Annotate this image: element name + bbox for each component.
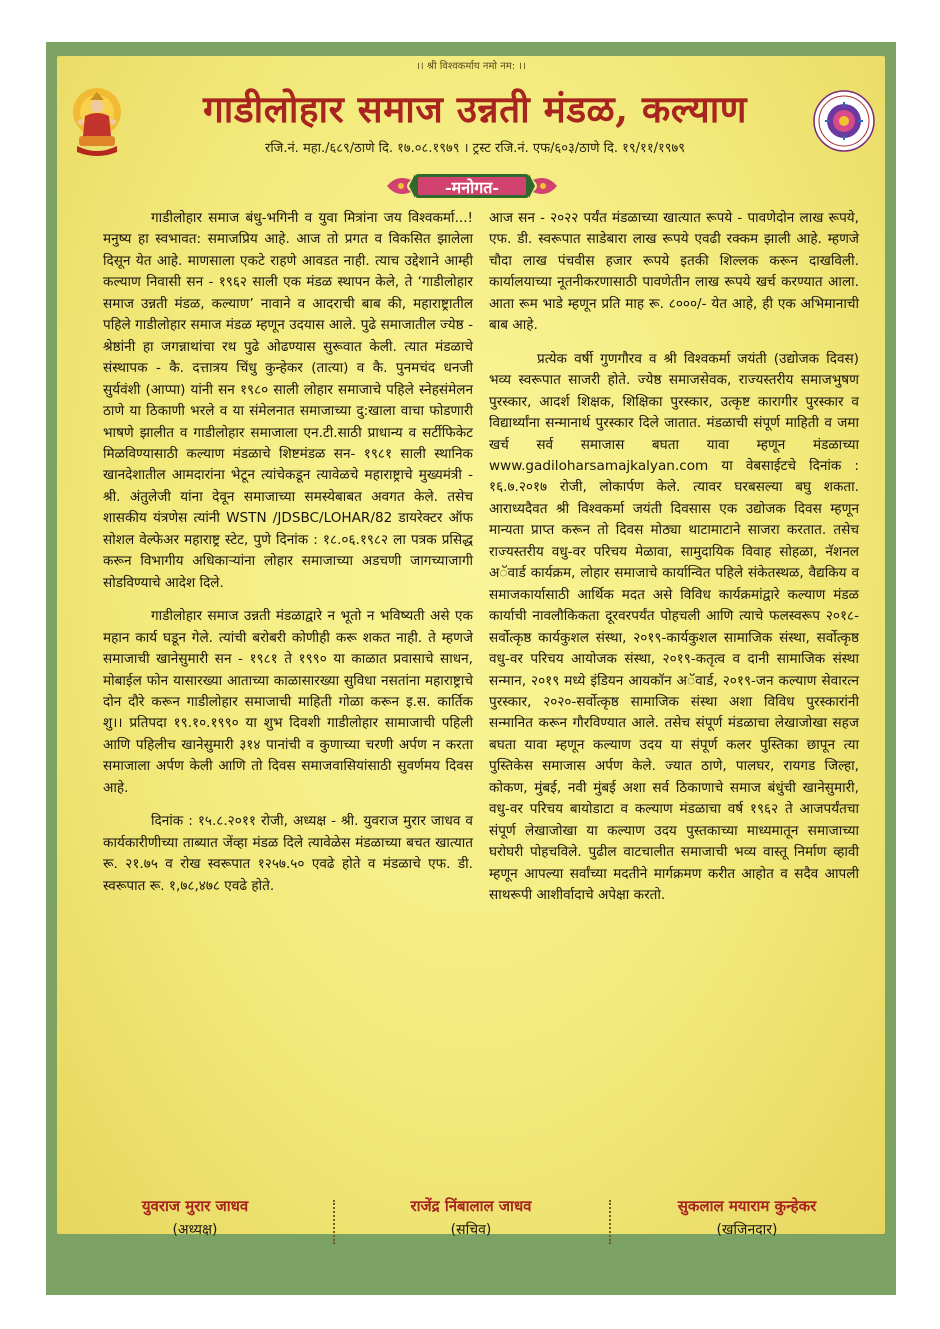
vishwakarma-deity-icon — [67, 86, 127, 158]
org-title: गाडीलोहार समाज उन्नती मंडळ, कल्याण — [202, 87, 748, 131]
signatories — [57, 1196, 885, 1246]
signatory-treasurer — [609, 1196, 885, 1239]
paragraph: गाडीलोहार समाज बंधु-भगिनी व युवा मित्रांना जय विश्‍वकर्मा...! मनुष्य हा स्वभावत: समाजप्रिय आहे. आज तो प्रगत व विकसित झालेला दिसून येत आहे. माणसाला एकटे राहणे आवडत नाही. त्याच उद्देशाने आम्ही कल्याण निवासी सन - १९६२ साली एक मंडळ स्थापन केले, ते ‘गाडीलोहार समाज उन्नती मंडळ, कल्याण’ नावाने व आदराची बाब की, महाराष्ट्रातील पहिले गाडीलोहार समाज मंडळ म्हणून उदयास आले. पुढे समाजातील ज्येष्ठ - श्रेष्ठांनी हा जगन्नाथांचा रथ पुढे ओढण्यास सुरूवात केली. त्यात मंडळाचे संस्थापक - कै. दत्तात्रय चिंधु कुन्हेकर (तात्या) व कै. पुनमचंद धनजी सुर्यवंशी (आप्पा) यांनी सन १९८० साली लोहार समाजाचे पहिले स्नेहसंमेलन ठाणे या ठिकाणी भरले व या संमेलनात समाजाच्या दु:खाला वाचा फोडणारी भाषणे झालीत व गाडीलोहार समाजाला एन.टी.साठी प्राधान्य व सर्टीफिकेट मिळविण्यासाठी कल्याण मंडळाचे शिष्टमंडळ सन- १९८१ साली स्थानिक खानदेशातील आमदारांना भेटून त्यांचेकडून त्यावेळचे महाराष्ट्राचे मुख्यमंत्री - श्री. अंतुलेजी यांना देवून समाजाच्या समस्येबाबत अवगत केले. तसेच शासकीय यंत्रणेस त्यांनी WSTN /JDSBC/LOHAR/82 डायरेक्टर ऑफ सोशल वेल्फेअर महाराष्ट्र स्टेट, पुणे दिनांक : १८.०६.१९८२ ला पत्रक प्रसिद्ध करून विभागीय अधिकाऱ्यांना लोहार समाजाच्या अडचणी जागच्याजागी सोडविण्याचे आदेश दिले. — [103, 210, 473, 591]
signatory-president — [57, 1196, 333, 1239]
signatory-role: (खजिनदार) — [716, 1222, 778, 1238]
content-panel — [57, 56, 885, 1238]
signatory-name: सुकलाल मयाराम कुन्हेकर — [677, 1197, 817, 1215]
signatory-role: (सचिव) — [450, 1222, 492, 1238]
section-banner — [385, 170, 559, 202]
paragraph: प्रत्येक वर्षी गुणगौरव व श्री विश्‍वकर्मा जयंती (उद्योजक दिवस) भव्य स्वरूपात साजरी होते. ज्येष्ठ समाजसेवक, राज्यस्तरीय समाजभुषण पुरस्कार, आदर्श शिक्षक, शिक्षिका पुरस्कार, उत्कृष्ट कारागीर पुरस्कार व विद्यार्थ्यांना सन्मानार्थ पुरस्कार दिले जातात. मंडळाची संपूर्ण माहिती व जमा खर्च सर्व समाजास बघता यावा म्हणून मंडळाच्या www.gadiloharsamajkalyan.com या वेबसाईटचे दिनांक : १६.७.२०१७ रोजी, लोकार्पण केले. त्यावर घरबसल्या बघु शकता. आराध्यदैवत श्री विश्‍वकर्मा जयंती दिवसास एक उद्योजक दिवस म्हणून मान्यता प्राप्त करून तो दिवस मोठ्या थाटामाटाने साजरा करतात. तसेच राज्यस्तरीय वधु-वर परिचय मेळावा, सामुदायिक विवाह सोहळा, नॅशनल अॅवार्ड कार्यक्रम, लोहार समाजाचे कार्यान्वित पहिले संकेतस्थळ, वैद्यकिय व समाजकार्यासाठी आर्थिक मदत असे विविध कार्यक्रमांद्वारे कल्याण मंडळ कार्याची नावलौकिकता दूरवरपर्यंत पोहचली आणि त्याचे फलस्वरूप २०१८- सर्वोत्कृष्ठ कार्यकुशल संस्था, २०१९-कार्यकुशल सामाजिक संस्था, सर्वोत्कृष्ठ वधु-वर परिचय आयोजक संस्था, २०१९-कतृत्व व दानी सामाजिक संस्था सन्मान, २०१९ मध्ये इंडियन आयकॉन अॅवार्ड, २०१९-जन कल्याण सेवारत्न पुरस्कार, २०२०-सर्वोत्कृष्ठ सामाजिक संस्था अशा विविध पुरस्कारांनी सन्मानित करून गौरविण्यात आले. तसेच संपूर्ण मंडळाचा लेखाजोखा सहज बघता यावा म्हणून कल्याण उदय या संपूर्ण कलर पुस्तिका छापून त्या पुस्तिकेस समाजास अर्पण केले. ज्यात ठाणे, पालघर, रायगड जिल्हा, कोकण, मुंबई, नवी मुंबई अशा सर्व ठिकाणाचे समाज बंधुंची खानेसुमारी, वधु-वर परिचय बायोडाटा व कल्याण मंडळाचा वर्ष १९६२ ते आजपर्यंतचा संपूर्ण लेखाजोखा या कल्याण उदय पुस्तकाच्या माध्यमातून समाजाच्या घरोघरी पोहचविले. पुढील वाटचालीत समाजाची भव्य वास्तू निर्माण व्हावी म्हणून आपल्या सर्वांच्या मदतीने मार्गक्रमण करीत आहोत व सदैव आपली साथरूपी आशीर्वादाचे अपेक्षा करतो. — [489, 350, 859, 904]
paragraph: गाडीलोहार समाज उन्नती मंडळाद्वारे न भूतो न भविष्यती असे एक महान कार्य घडून गेले. त्यांची बरोबरी कोणीही करू शकत नाही. ते म्हणजे समाजाची खानेसुमारी सन - १९८१ ते १९९० या काळात प्रवासाचे साधन, मोबाईल फोन यासारख्या आताच्या काळासारख्या सुविधा नसतांना महाराष्ट्राचे दोन दौरे करून गाडीलोहार समाजाची माहिती गोळा करून इ.स. कार्तिक शु।। प्रतिपदा १९.१०.१९९० या शुभ दिवशी गाडीलोहार सामाजाची पहिली आणि पहिलीच खानेसुमारी ३१४ पानांची व कुणाच्या चरणी अर्पण न करता समाजाला अर्पण केली आणि तो दिवस समाजवासियांसाठी सुवर्णमय दिवस आहे. — [103, 608, 473, 796]
page-frame — [46, 42, 896, 1295]
section-title: -मनोगत- — [444, 178, 499, 197]
signatory-secretary — [333, 1196, 609, 1239]
signatory-name: युवराज मुरार जाधव — [141, 1197, 249, 1215]
signatory-role: (अध्यक्ष) — [172, 1222, 218, 1238]
registration-line: रजि.नं. महा./६८९/ठाणे दि. १७.०८.१९७९ । ट्रस्ट रजि.नं. एफ/६०३/ठाणे दि. १९/११/१९७९ — [265, 141, 685, 156]
paragraph: दिनांक : १५.८.२०११ रोजी, अध्यक्ष - श्री. युवराज मुरार जाधव व कार्यकारीणीच्या ताब्यात जेंव्हा मंडळ दिले त्यावेळेस मंडळाच्या बचत खात्यात रू. २१.७५ व रोख स्वरूपात १२५७.५० एवढे होते व मंडळाचे एफ. डी. स्वरूपात रू. १,७८,४७८ एवढे होते. — [103, 813, 473, 894]
mandal-emblem-icon — [813, 90, 875, 152]
signatory-name: राजेंद्र निंबालाल जाधव — [410, 1197, 532, 1215]
invocation-line: ।। श्री विश्‍वकर्माय नमो नम: ।। — [416, 61, 526, 72]
article-right-column — [489, 208, 859, 919]
paragraph: आज सन - २०२२ पर्यंत मंडळाच्या खात्यात रूपये - पावणेदोन लाख रूपये, एफ. डी. स्वरूपात साडेबारा लाख रूपये एवढी रक्कम झाली आहे. म्हणजे चौदा लाख पंचवीस हजार रूपये इतकी शिल्लक करून दाखविली. कार्यालयाच्या नूतनीकरणासाठी पावणेतीन लाख रूपये खर्च करण्यात आला. आता रूम भाडे म्हणून प्रति माह रू. ८०००/- येत आहे, ही एक अभिमानाची बाब आहे. — [489, 210, 859, 334]
article-left-column — [103, 208, 473, 909]
